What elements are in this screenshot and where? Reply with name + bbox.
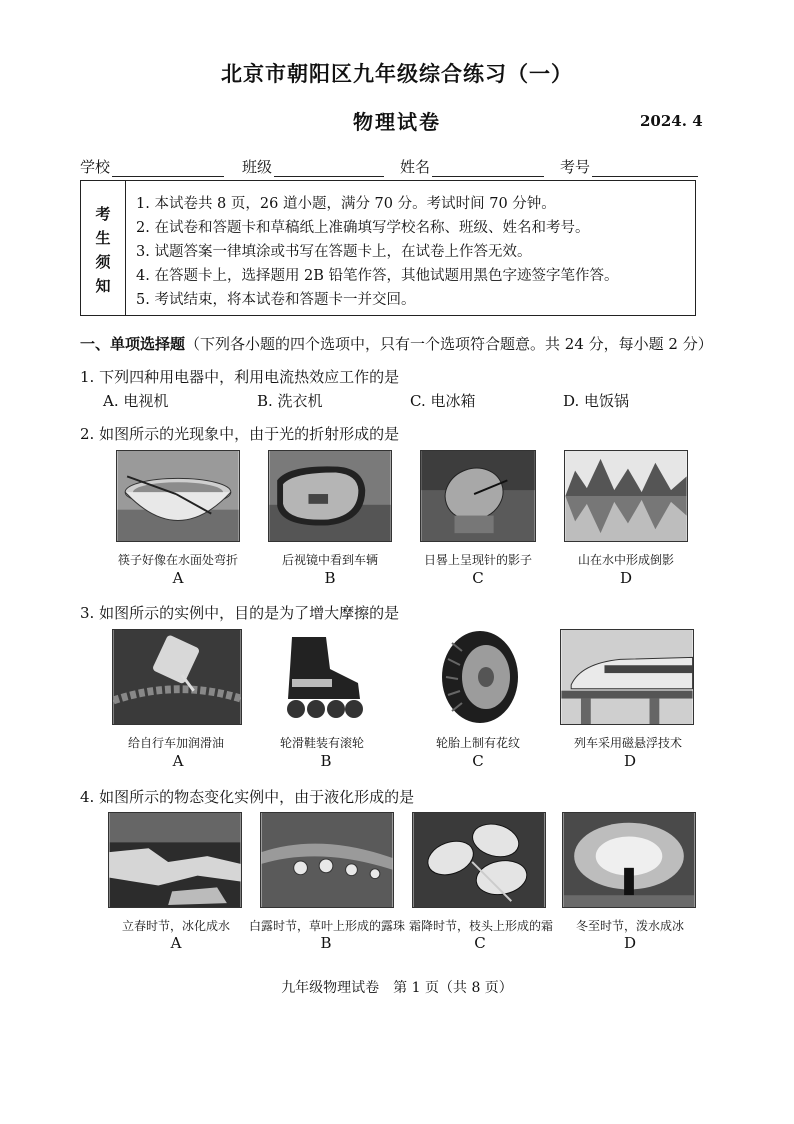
bowl-chopsticks-photo — [116, 450, 240, 542]
name-field — [400, 156, 544, 177]
bike-chain-oil-photo — [112, 629, 242, 725]
notice-label — [81, 181, 126, 315]
question-1-option-c[interactable]: C. 电冰箱 — [410, 392, 476, 410]
mountain-reflection-photo — [564, 450, 688, 542]
q4-letter-a[interactable]: A — [170, 934, 182, 952]
exam-number-blank[interactable] — [592, 161, 698, 177]
exam-number-label: 考号 — [560, 158, 591, 176]
page-footer: 九年级物理试卷 第 1 页（共 8 页） — [281, 980, 513, 996]
splash-ice-photo — [562, 812, 696, 908]
question-2-stem: 2. 如图所示的光现象中，由于光的折射形成的是 — [80, 425, 400, 443]
q3-letter-b[interactable]: B — [320, 752, 332, 770]
q2-letter-d[interactable]: D — [619, 569, 633, 587]
class-blank[interactable] — [274, 161, 384, 177]
melting-ice-photo — [108, 812, 242, 908]
notice-item: 4. 在答题卡上，选择题用 2B 铅笔作答，其他试题用黑色字迹签字笔作答。 — [136, 268, 619, 284]
section-instructions: （下列各小题的四个选项中，只有一个选项符合题意。共 24 分，每小题 2 分） — [185, 335, 713, 353]
school-field — [80, 156, 224, 177]
notice-label-char: 生 — [95, 229, 111, 247]
exam-date: 2024. 4 — [640, 112, 703, 130]
q4-caption-c: 霜降时节，枝头上形成的霜 — [408, 919, 553, 933]
notice-label-char: 知 — [95, 277, 111, 295]
exam-title: 北京市朝阳区九年级综合练习（一） — [221, 61, 573, 86]
candidate-notice-box — [80, 180, 696, 316]
name-blank[interactable] — [432, 161, 544, 177]
student-info-fields — [80, 156, 700, 176]
sundial-photo — [420, 450, 536, 542]
question-1-option-a[interactable]: A. 电视机 — [103, 392, 169, 410]
name-label: 姓名 — [400, 158, 431, 176]
q2-caption-d: 山在水中形成倒影 — [577, 553, 674, 567]
q3-letter-d[interactable]: D — [623, 752, 637, 770]
frost-leaves-photo — [412, 812, 546, 908]
q3-caption-c: 轮胎上制有花纹 — [435, 736, 520, 750]
question-4-stem: 4. 如图所示的物态变化实例中，由于液化形成的是 — [80, 788, 415, 806]
q3-letter-c[interactable]: C — [472, 752, 484, 770]
q2-caption-a: 筷子好像在水面处弯折 — [117, 553, 238, 567]
school-blank[interactable] — [112, 161, 224, 177]
question-1-stem: 1. 下列四种用电器中，利用电流热效应工作的是 — [80, 368, 400, 386]
subject-title: 物理试卷 — [353, 110, 441, 134]
section-title: 一、单项选择题 — [80, 335, 186, 353]
class-field — [242, 156, 384, 177]
q3-caption-b: 轮滑鞋装有滚轮 — [279, 736, 364, 750]
q2-caption-c: 日晷上呈现针的影子 — [423, 553, 532, 567]
tire-tread-photo — [436, 629, 524, 725]
notice-item: 2. 在试卷和答题卡和草稿纸上准确填写学校名称、班级、姓名和考号。 — [136, 220, 590, 236]
rearview-mirror-photo — [268, 450, 392, 542]
q3-letter-a[interactable]: A — [172, 752, 184, 770]
q2-letter-a[interactable]: A — [172, 569, 184, 587]
notice-item: 3. 试题答案一律填涂或书写在答题卡上，在试卷上作答无效。 — [136, 244, 532, 260]
school-label: 学校 — [80, 158, 111, 176]
question-3-stem: 3. 如图所示的实例中，目的是为了增大摩擦的是 — [80, 604, 400, 622]
notice-item: 5. 考试结束，将本试卷和答题卡一并交回。 — [136, 292, 416, 308]
exam-number-field — [560, 156, 698, 177]
notice-label-char: 考 — [95, 205, 111, 223]
dew-drops-photo — [260, 812, 394, 908]
q4-letter-c[interactable]: C — [474, 934, 486, 952]
q4-caption-d: 冬至时节，泼水成冰 — [575, 919, 684, 933]
class-label: 班级 — [242, 158, 273, 176]
q2-letter-b[interactable]: B — [324, 569, 336, 587]
maglev-train-photo — [560, 629, 694, 725]
question-1-option-b[interactable]: B. 洗衣机 — [257, 392, 323, 410]
question-1-option-d[interactable]: D. 电饭锅 — [563, 392, 630, 410]
q4-letter-b[interactable]: B — [320, 934, 332, 952]
notice-item: 1. 本试卷共 8 页，26 道小题，满分 70 分。考试时间 70 分钟。 — [136, 196, 556, 212]
q4-caption-a: 立春时节，冰化成水 — [121, 919, 230, 933]
q4-letter-d[interactable]: D — [623, 934, 637, 952]
q2-caption-b: 后视镜中看到车辆 — [281, 553, 378, 567]
q3-caption-a: 给自行车加润滑油 — [127, 736, 224, 750]
roller-skate-photo — [272, 629, 372, 725]
q2-letter-c[interactable]: C — [472, 569, 484, 587]
q4-caption-b: 白露时节，草叶上形成的露珠 — [248, 919, 405, 933]
q3-caption-d: 列车采用磁悬浮技术 — [573, 736, 682, 750]
section-heading — [80, 333, 713, 354]
notice-label-char: 须 — [95, 253, 111, 271]
